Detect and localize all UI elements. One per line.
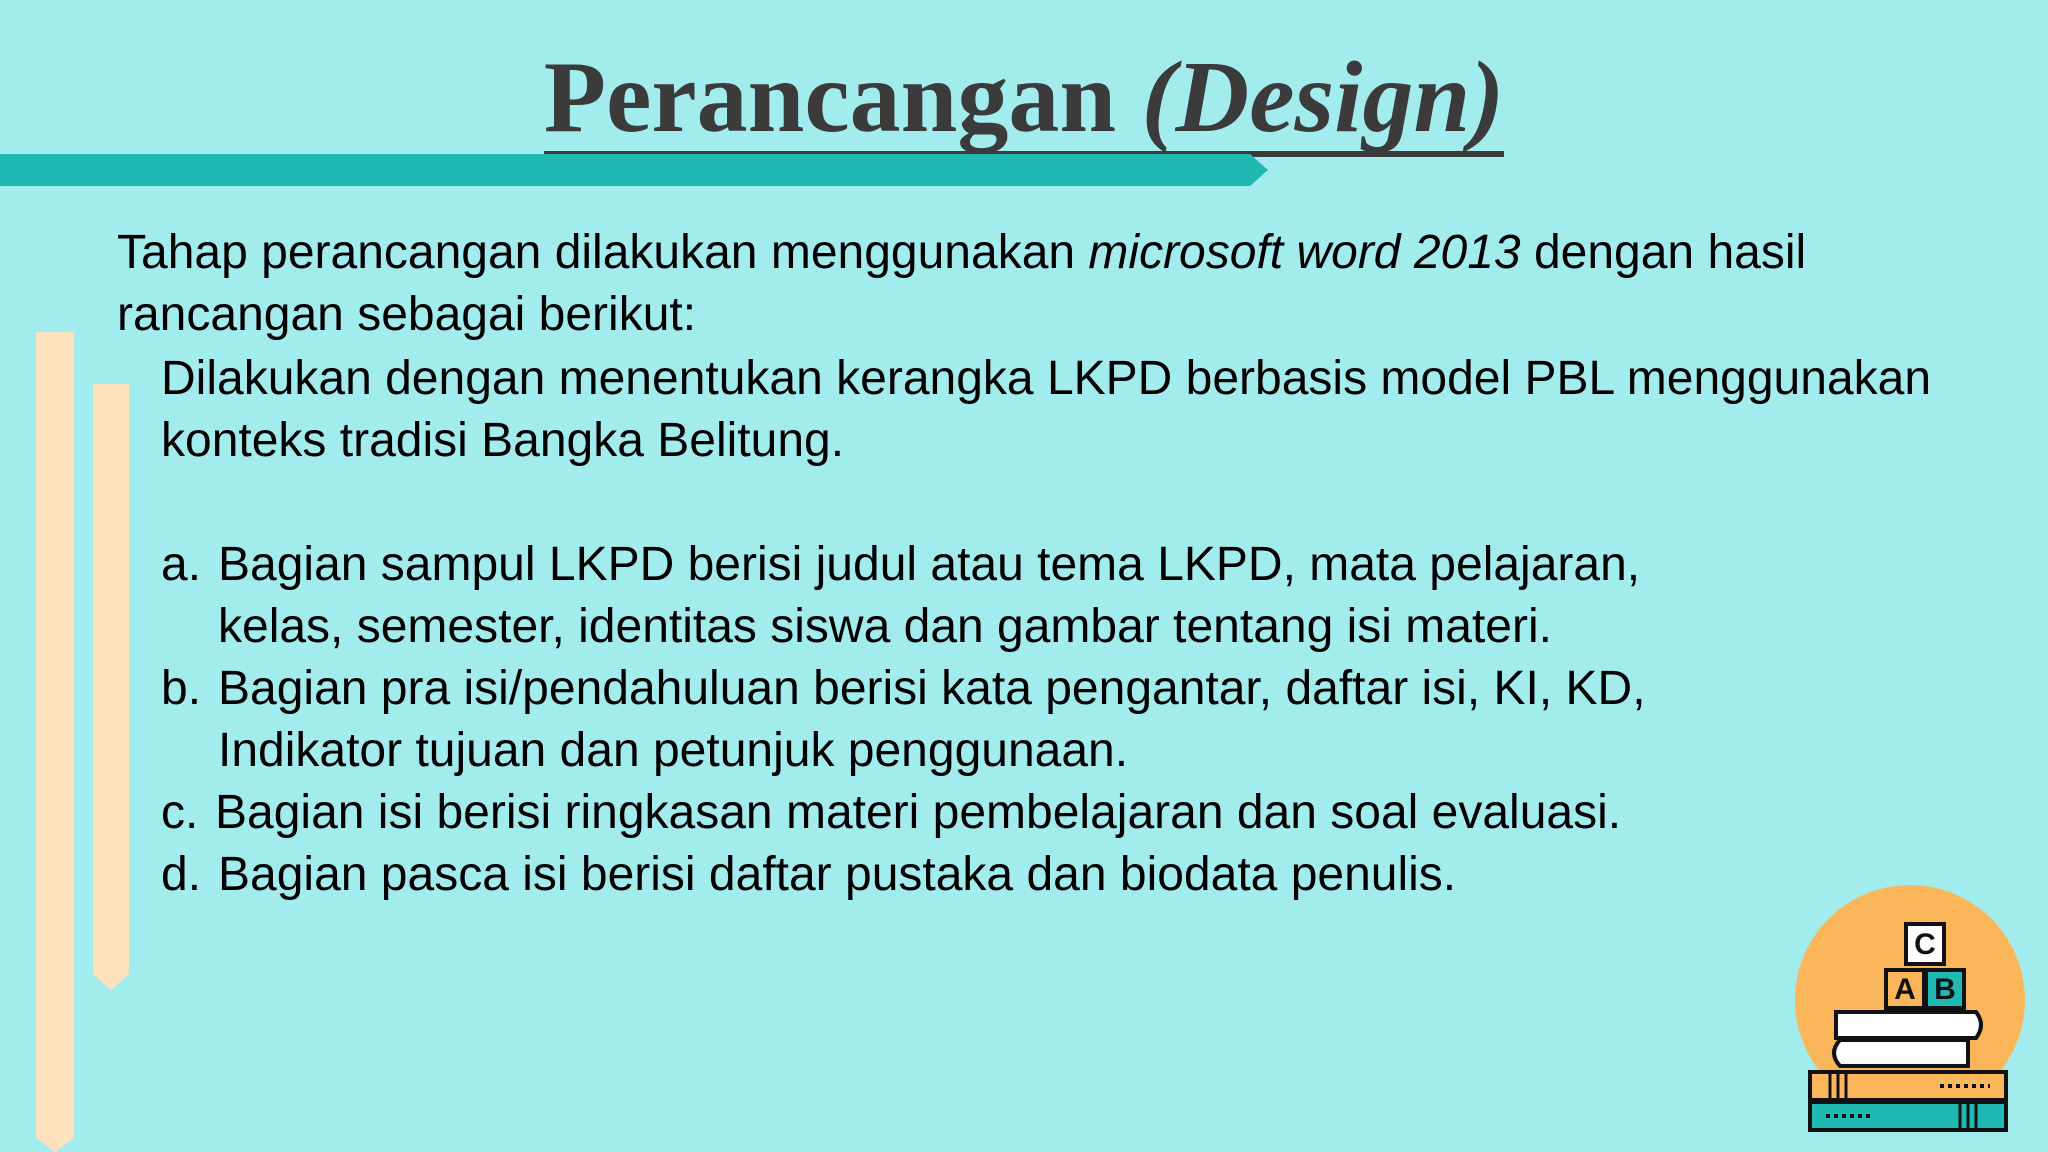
list-marker: c. — [161, 786, 199, 839]
slide-title — [0, 38, 2048, 158]
list-marker: d. — [161, 848, 202, 901]
abc-blocks-books-icon — [1790, 882, 2030, 1152]
list-item — [161, 534, 2037, 658]
decorative-pillar-left — [36, 332, 74, 1152]
block-b-letter: B — [1934, 973, 1956, 1006]
list-marker: b. — [161, 662, 202, 715]
list-marker: a. — [161, 538, 202, 591]
block-c-letter: C — [1914, 928, 1936, 961]
slide-body — [117, 222, 2037, 906]
sub-paragraph-line-2: konteks tradisi Bangka Belitung. — [161, 414, 845, 467]
intro-text-1: Tahap perancangan dilakukan menggunakan — [117, 226, 1089, 279]
list-item-line-1: Bagian isi berisi ringkasan materi pembelajaran dan soal evaluasi. — [215, 786, 1622, 839]
list-item — [161, 658, 2037, 782]
list-item-line-2: Indikator tujuan dan petunjuk penggunaan. — [218, 724, 1129, 777]
intro-text-2: dengan hasil rancangan sebagai berikut: — [117, 226, 1807, 341]
sub-paragraph-line-1: Dilakukan dengan menentukan kerangka LKPD berbasis model PBL menggunakan — [161, 352, 1932, 405]
list-item-line-2: kelas, semester, identitas siswa dan gambar tentang isi materi. — [218, 600, 1552, 653]
intro-italic-text: microsoft word 2013 — [1088, 226, 1521, 279]
intro-paragraph — [117, 222, 2037, 346]
list-item-line-1: Bagian sampul LKPD berisi judul atau tema LKPD, mata pelajaran, — [218, 538, 1641, 591]
title-banner — [0, 154, 1268, 186]
title-italic: (Design) — [1141, 41, 1505, 154]
sub-paragraph — [161, 348, 2037, 472]
list-item — [161, 844, 2037, 906]
list-item-line-1: Bagian pra isi/pendahuluan berisi kata pengantar, daftar isi, KI, KD, — [218, 662, 1646, 715]
title-main: Perancangan — [543, 41, 1142, 154]
design-list — [161, 534, 2037, 906]
list-item-line-1: Bagian pasca isi berisi daftar pustaka dan biodata penulis. — [218, 848, 1457, 901]
list-item — [161, 782, 2037, 844]
block-a-letter: A — [1894, 973, 1916, 1006]
